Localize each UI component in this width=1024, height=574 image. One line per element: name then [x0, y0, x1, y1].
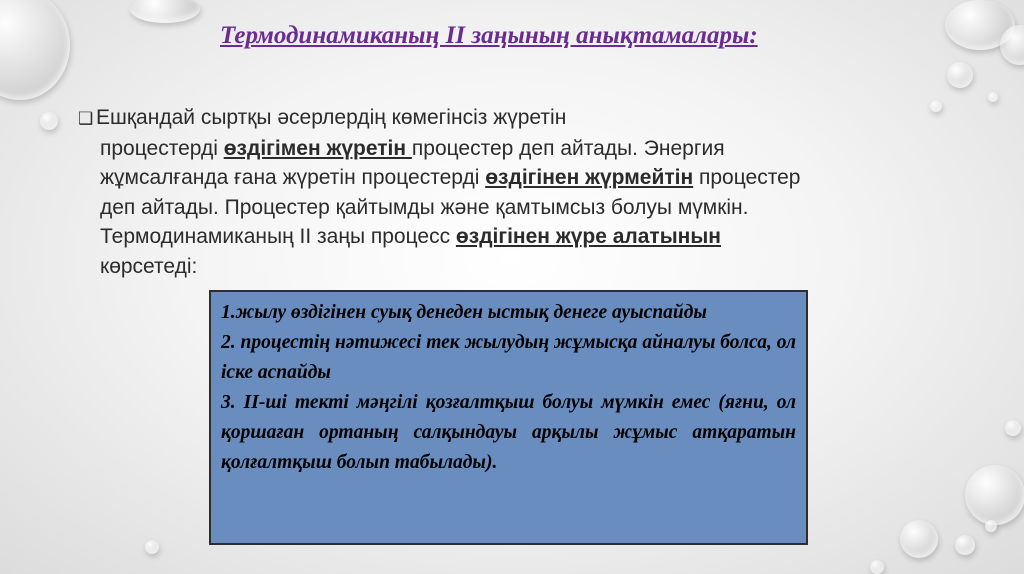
paragraph-line: [78, 103, 938, 134]
paragraph-text: көрсетеді:: [100, 254, 198, 278]
paragraph-text: процестерді: [100, 136, 224, 160]
water-drop-decoration: [40, 112, 58, 130]
statement-item-2: 2. процестің нәтижесі тек жылудың жұмысқа айналуы болса, ол іске аспайды: [221, 332, 796, 383]
paragraph-text: Термодинамиканың ІІ заңы процесс: [100, 225, 456, 248]
statements-box: [209, 290, 808, 545]
water-drop-decoration: [985, 520, 997, 532]
water-drop-decoration: [965, 465, 1024, 525]
statement-item-3: 3. II-ші текті мәңгілі қозғалтқыш болуы мүмкін емес (яғни, ол қоршаған ортаның салқындауы арқылы жұмыс атқаратын қолғалтқыш болып табылады).: [221, 392, 796, 473]
emphasis-text: өздігімен жүретін: [223, 136, 412, 160]
square-bullet-icon: ❑: [78, 109, 94, 128]
paragraph-text: Ешқандай сыртқы әсерлердің көмегінсіз жүретін: [96, 106, 567, 129]
water-drop-decoration: [900, 520, 938, 558]
paragraph-line: [78, 163, 938, 193]
paragraph-text: процестер деп айтады. Энергия: [411, 136, 725, 160]
water-drop-decoration: [955, 535, 975, 555]
water-drop-decoration: [947, 62, 973, 88]
paragraph-text: процестер: [693, 166, 801, 189]
water-drop-decoration: [130, 0, 200, 23]
slide-title: Термодинамиканың II заңының анықтамалары:: [220, 22, 758, 49]
emphasis-text: өздігінен жүрмейтін: [485, 166, 694, 189]
emphasis-text: өздігінен жүре алатынын: [455, 225, 721, 248]
paragraph-line: [78, 193, 938, 223]
water-drop-decoration: [988, 92, 998, 102]
water-drop-decoration: [1005, 420, 1021, 436]
paragraph-text: жұмсалғанда ғана жүретін процестерді: [100, 166, 486, 189]
paragraph-line: [78, 222, 938, 252]
paragraph-line: [78, 134, 938, 164]
water-drop-decoration: [870, 560, 884, 574]
statement-item-1: 1.жылу өздігінен суық денеден ыстық денеге ауыспайды: [221, 302, 707, 323]
water-drop-decoration: [145, 540, 159, 554]
paragraph-line: [78, 252, 938, 282]
water-drop-decoration: [0, 0, 70, 100]
definition-paragraph: [78, 103, 938, 281]
paragraph-text: деп айтады. Процестер қайтымды және қамтымсыз болуы мүмкін.: [100, 195, 749, 219]
